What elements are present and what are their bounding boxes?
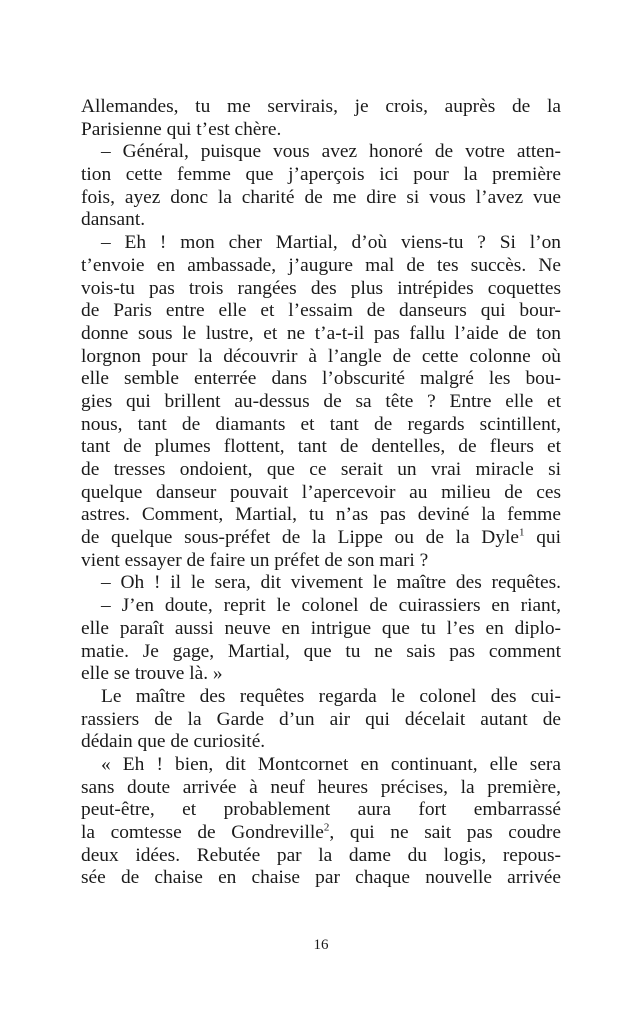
text-line xyxy=(81,368,561,391)
line-text: de tresses ondoient, que ce serait un vrai miracle si xyxy=(81,459,561,480)
text-line xyxy=(81,300,561,323)
text-line xyxy=(81,867,561,890)
line-text: t’envoie en ambassade, j’augure mal de tes succès. Ne xyxy=(81,254,561,276)
line-text: tant de plumes flottent, tant de dentelles, de fleurs et xyxy=(81,436,561,458)
text-line xyxy=(81,323,561,346)
body-text xyxy=(81,96,561,890)
text-line xyxy=(81,436,561,459)
text-line xyxy=(81,572,561,595)
footnote-marker[interactable]: 2 xyxy=(323,821,330,834)
line-text: sée de chaise en chaise par chaque nouvelle arrivée xyxy=(81,867,561,889)
line-text: peut-être, et probablement aura fort embarrassé xyxy=(81,799,561,821)
footnote-marker[interactable]: 1 xyxy=(519,526,525,539)
line-text: de Paris entre elle et l’essaim de danseurs qui bour- xyxy=(81,300,561,322)
text-line xyxy=(81,187,561,210)
line-text: tion cette femme que j’aperçois ici pour la première xyxy=(81,164,561,186)
line-text: – J’en doute, reprit le colonel de cuirassiers en riant, xyxy=(101,595,561,617)
text-line xyxy=(81,618,561,641)
text-line xyxy=(81,754,561,777)
line-text: elle se trouve là. » xyxy=(81,663,223,685)
text-line xyxy=(81,232,561,255)
line-text: vois-tu pas trois rangées des plus intrépides coquettes xyxy=(81,277,561,299)
text-line xyxy=(81,209,561,232)
text-line xyxy=(81,119,561,142)
line-text: quelque danseur pouvait l’apercevoir au milieu de ces xyxy=(81,481,561,503)
page-number: 16 xyxy=(313,937,329,953)
line-text: gies qui brillent au-dessus de sa tête ? Entre elle et xyxy=(81,390,561,412)
line-text: vient essayer de faire un préfet de son mari ? xyxy=(81,549,429,571)
text-line xyxy=(81,731,561,754)
line-text: nous, tant de diamants et tant de regards scintillent, xyxy=(81,413,561,435)
line-text: lorgnon pour la découvrir à l’angle de cette colonne où xyxy=(81,345,561,367)
text-line xyxy=(81,504,561,527)
line-text: deux idées. Rebutée par la dame du logis, repous- xyxy=(81,844,561,866)
line-text: de quelque sous-préfet de la Lippe ou de la Dyle xyxy=(81,527,520,549)
line-text: la comtesse de Gondreville xyxy=(81,822,324,843)
line-text: Le maître des requêtes regarda le colonel des cui- xyxy=(101,685,561,707)
line-text: Parisienne qui t’est chère. xyxy=(81,118,282,140)
text-line xyxy=(81,845,561,868)
line-text: dédain que de curiosité. xyxy=(81,731,266,753)
text-line xyxy=(81,709,561,732)
text-line xyxy=(81,527,561,550)
line-text-continued: , qui ne sait pas coudre xyxy=(329,822,561,843)
line-text: astres. Comment, Martial, tu n’as pas deviné la femme xyxy=(81,504,561,526)
text-line xyxy=(81,822,561,845)
text-line xyxy=(81,96,561,119)
line-text: elle paraît aussi neuve en intrigue que tu l’es en diplo- xyxy=(81,617,561,639)
line-text: – Général, puisque vous avez honoré de votre atten- xyxy=(101,141,561,163)
line-text: dansant. xyxy=(81,209,146,231)
line-text: – Oh ! il le sera, dit vivement le maître des requêtes. xyxy=(101,572,561,594)
text-line xyxy=(81,255,561,278)
line-text: – Eh ! mon cher Martial, d’où viens-tu ? Si l’on xyxy=(101,232,561,254)
text-line xyxy=(81,595,561,618)
line-text: elle semble enterrée dans l’obscurité malgré les bou- xyxy=(81,368,561,390)
text-line xyxy=(81,141,561,164)
line-text: sans doute arrivée à neuf heures précises, la première, xyxy=(81,776,561,798)
text-line xyxy=(81,346,561,369)
text-line xyxy=(81,777,561,800)
text-line xyxy=(81,686,561,709)
text-line xyxy=(81,799,561,822)
text-line xyxy=(81,391,561,414)
line-text: « Eh ! bien, dit Montcornet en continuant, elle sera xyxy=(101,753,561,775)
text-line xyxy=(81,663,561,686)
line-text: matie. Je gage, Martial, que tu ne sais pas comment xyxy=(81,640,561,662)
line-text: Allemandes, tu me servirais, je crois, auprès de la xyxy=(81,96,561,117)
text-line xyxy=(81,459,561,482)
text-line xyxy=(81,278,561,301)
line-text: rassiers de la Garde d’un air qui décelait autant de xyxy=(81,708,561,730)
line-text: donne sous le lustre, et ne t’a-t-il pas fallu l’aide de ton xyxy=(81,322,561,344)
text-line xyxy=(81,164,561,187)
text-line xyxy=(81,482,561,505)
line-text: fois, ayez donc la charité de me dire si vous l’avez vue xyxy=(81,186,561,208)
text-line xyxy=(81,641,561,664)
text-line xyxy=(81,414,561,437)
text-line xyxy=(81,550,561,573)
line-text-continued: qui xyxy=(524,527,561,549)
